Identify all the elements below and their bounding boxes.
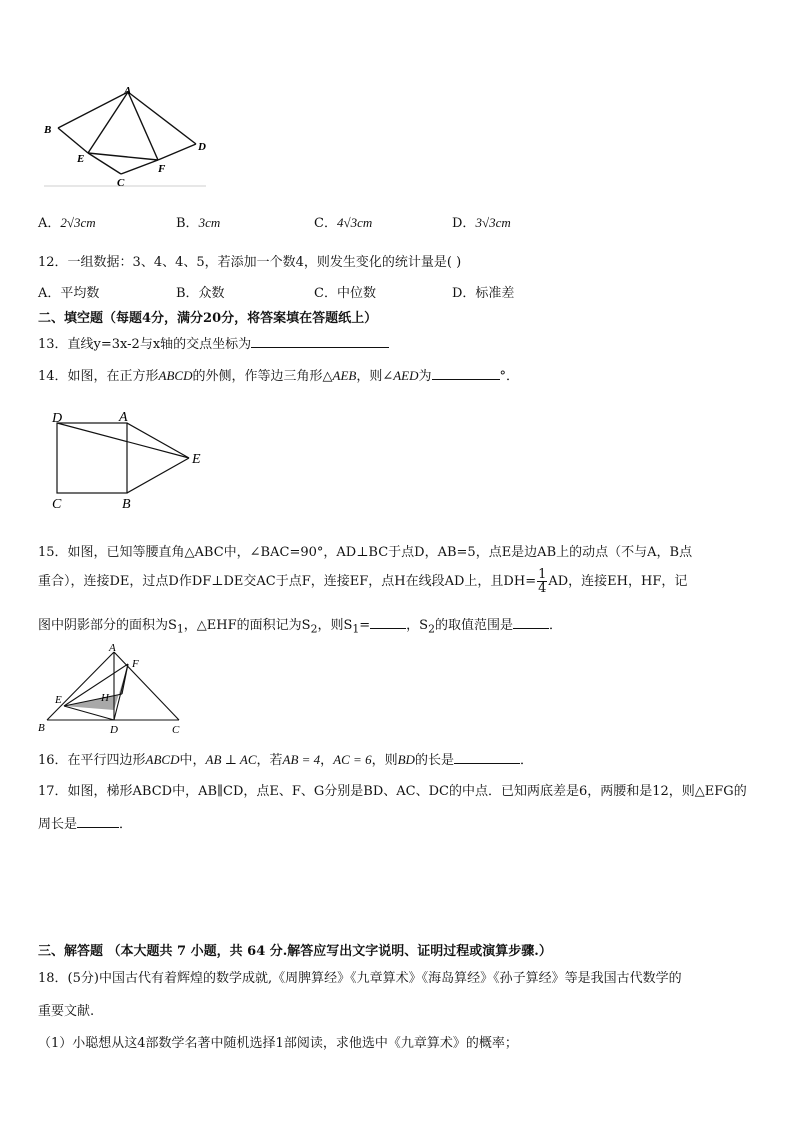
fig1-label-d: D — [198, 141, 206, 153]
fig3-label-e: E — [55, 694, 62, 706]
q11-option-d: D．3√3cm — [452, 215, 511, 231]
q12-text: 12．一组数据：3、4、4、5，若添加一个数4，则发生变化的统计量是( ) — [38, 255, 462, 270]
fig2-label-c: C — [52, 497, 62, 512]
q15-answer-blank-1 — [370, 616, 406, 629]
q14: 14．如图，在正方形ABCD的外侧，作等边三角形△AEB，则∠AED为 °． — [38, 368, 520, 384]
fig1-label-e: E — [77, 153, 85, 165]
figure-isosceles-right-triangle — [34, 640, 194, 736]
section-3-heading: 三、解答题 （本大题共 7 小题，共 64 分.解答应写出文字说明、证明过程或演算步骤.） — [38, 944, 552, 959]
fig3-label-f: F — [132, 658, 139, 670]
q12-option-a: A．平均数 — [38, 286, 100, 301]
q17-line1: 17．如图，梯形ABCD中，AB∥CD，点E、F、G分别是BD、AC、DC的中点．已知两底差是6，两腰和是12，则△EFG的 — [38, 784, 747, 799]
section-2-heading: 二、填空题（每题4分，满分20分，将答案填在答题纸上） — [38, 311, 378, 326]
q13-answer-blank — [251, 335, 389, 348]
q16-answer-blank — [454, 751, 520, 764]
q16: 16．在平行四边形ABCD中，AB ⊥ AC，若AB = 4，AC = 6，则BD的长是 ． — [38, 752, 533, 768]
fig1-label-a: A — [124, 85, 132, 97]
fig2-label-a: A — [119, 410, 128, 425]
q15-line1: 15．如图，已知等腰直角△ABC中，∠BAC=90°，AD⊥BC于点D，AB=5，点E是边AB上的动点（不与A，B点 — [38, 545, 693, 560]
q18-line1: 18．(5分)中国古代有着辉煌的数学成就,《周脾算经》《九章算术》《海岛算经》《孙子算经》等是我国古代数学的 — [38, 971, 682, 986]
fig2-label-e: E — [192, 452, 201, 467]
q13: 13．直线y=3x-2与x轴的交点坐标为 — [38, 333, 389, 352]
fig3-label-b: B — [38, 722, 45, 734]
fig1-label-f: F — [158, 163, 166, 175]
q11-option-a: A．2√3cm — [38, 215, 96, 231]
fig3-label-a: A — [109, 642, 116, 654]
fig3-label-c: C — [172, 724, 180, 736]
q12-option-d: D．标准差 — [452, 286, 515, 301]
fig3-label-h: H — [101, 692, 109, 704]
q12-option-c: C．中位数 — [314, 286, 376, 301]
fig1-label-c: C — [117, 177, 125, 189]
figure-square-triangle — [44, 404, 224, 514]
fig2-label-b: B — [122, 497, 131, 512]
q12-option-b: B．众数 — [176, 286, 225, 301]
figure-quadrilateral-triangle — [36, 82, 216, 194]
q17-line2: 周长是 ． — [38, 817, 133, 832]
q18-subquestion-1: （1）小聪想从这4部数学名著中随机选择1部阅读，求他选中《九章算术》的概率； — [38, 1036, 518, 1051]
q11-option-c: C．4√3cm — [314, 215, 373, 231]
q11-option-b: B．3cm — [176, 215, 221, 231]
q15-line3: 图中阴影部分的面积为$S_1$，△EHF的面积记为$S_2$，则$S_1=$ ，$S_2$的取值范围是 ． — [38, 618, 562, 636]
fraction-one-quarter: $\frac{1}{4}$ — [538, 567, 547, 596]
fig3-label-d: D — [110, 724, 118, 736]
q15-answer-blank-2 — [513, 616, 549, 629]
q14-answer-blank — [432, 367, 500, 380]
fig1-label-b: B — [44, 124, 52, 136]
q15-line2: 重合），连接DE，过点D作DF⊥DE交AC于点F，连接EF，点H在线段AD上，且DH= $\frac{1}{4}$ AD，连接EH，HF，记 — [38, 567, 688, 596]
fig2-label-d: D — [52, 411, 63, 426]
q17-answer-blank — [77, 815, 119, 828]
q18-line2: 重要文献. — [38, 1004, 95, 1019]
